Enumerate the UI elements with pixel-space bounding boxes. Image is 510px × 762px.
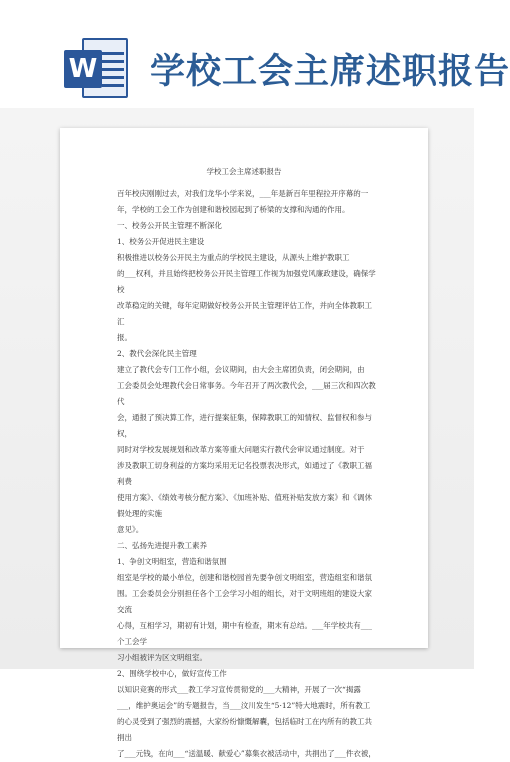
page-title: 学校工会主席述职报告 <box>150 52 510 92</box>
document-body <box>117 186 379 762</box>
body-line: 百年校庆刚刚过去，对我们龙华小学来说，___年是新百年里程拉开序幕的一 <box>117 189 369 198</box>
body-line: 以知识竞赛的形式___教工学习宣传贯彻党的___大精神，开展了一次“揭露 <box>117 685 361 694</box>
body-line: 年，学校的工会工作为创建和谐校园起到了桥梁的支撑和沟通的作用。 <box>117 205 350 214</box>
icon-line <box>102 68 124 71</box>
body-line: 1、校务公开促进民主建设 <box>117 237 205 246</box>
word-letter-badge: W <box>64 50 102 88</box>
body-line: 同时对学校发展规划和改革方案等重大问题实行教代会审议通过制度。对于 <box>117 445 365 454</box>
body-line: 围。工会委员会分别担任各个工会学习小组的组长，对于文明班组的建设大家交流 <box>117 589 372 614</box>
body-line: 二、弘扬先进提升教工素养 <box>117 541 207 550</box>
body-line: 一、校务公开民主管理不断深化 <box>117 221 222 230</box>
body-line: 了___元钱，在向___“送温暖、献爱心”募集衣被活动中，共捐出了___件衣被， <box>117 749 376 758</box>
body-line: 2、围绕学校中心，做好宣传工作 <box>117 669 227 678</box>
body-line: 意见》。 <box>117 525 144 534</box>
body-line: ___，维护奥运会”的专题报告，当___汶川发生“5·12”特大地震时，所有教工 <box>117 701 371 710</box>
document-page <box>60 128 428 758</box>
body-line: 会，通报了预决算工作，进行提案征集，保障教职工的知情权、监督权和参与权， <box>117 413 372 438</box>
body-line: 报。 <box>117 333 132 342</box>
document-title: 学校工会主席述职报告 <box>206 167 282 176</box>
icon-line <box>102 52 124 55</box>
body-line: 工会委员会处理教代会日常事务。今年召开了两次教代会，___届三次和四次教代 <box>117 381 376 406</box>
body-line: 习小组被评为区文明组室。 <box>117 653 207 662</box>
icon-line <box>102 76 124 79</box>
body-line: 积极推进以校务公开民主为重点的学校民主建设，从源头上维护教职工 <box>117 253 350 262</box>
body-line: 涉及教职工切身利益的方案均采用无记名投票表决形式，如通过了《教职工福利费 <box>117 461 372 486</box>
icon-line <box>102 84 124 87</box>
body-line: 的心灵受到了强烈的震撼，大家纷纷慷慨解囊，包括临时工在内所有的教工共捐出 <box>117 717 372 742</box>
body-line: 心得，互相学习，期初有计划，期中有检查，期末有总结。___年学校共有___个工会学 <box>117 621 372 646</box>
body-line: 改革稳定的关键，每年定期做好校务公开民主管理评估工作，并向全体教职工汇 <box>117 301 372 326</box>
body-line: 建立了教代会专门工作小组，会议期间，由大会主席团负责，闭会期间，由 <box>117 365 365 374</box>
body-line: 使用方案》、《绩效考核分配方案》、《加班补贴、值班补贴发放方案》和《调休假处理的实施 <box>117 493 372 518</box>
icon-line <box>102 60 124 63</box>
body-line: 2、教代会深化民主管理 <box>117 349 197 358</box>
body-line: 1、争创文明组室，营造和谐氛围 <box>117 557 227 566</box>
body-line: 的___权利，并且始终把校务公开民主管理工作视为加强党风廉政建设，确保学校 <box>117 269 376 294</box>
header-banner <box>0 0 510 108</box>
word-document-icon <box>62 36 130 102</box>
body-line: 组室是学校的最小单位，创建和谐校园首先要争创文明组室，营造组室和谐氛 <box>117 573 372 582</box>
